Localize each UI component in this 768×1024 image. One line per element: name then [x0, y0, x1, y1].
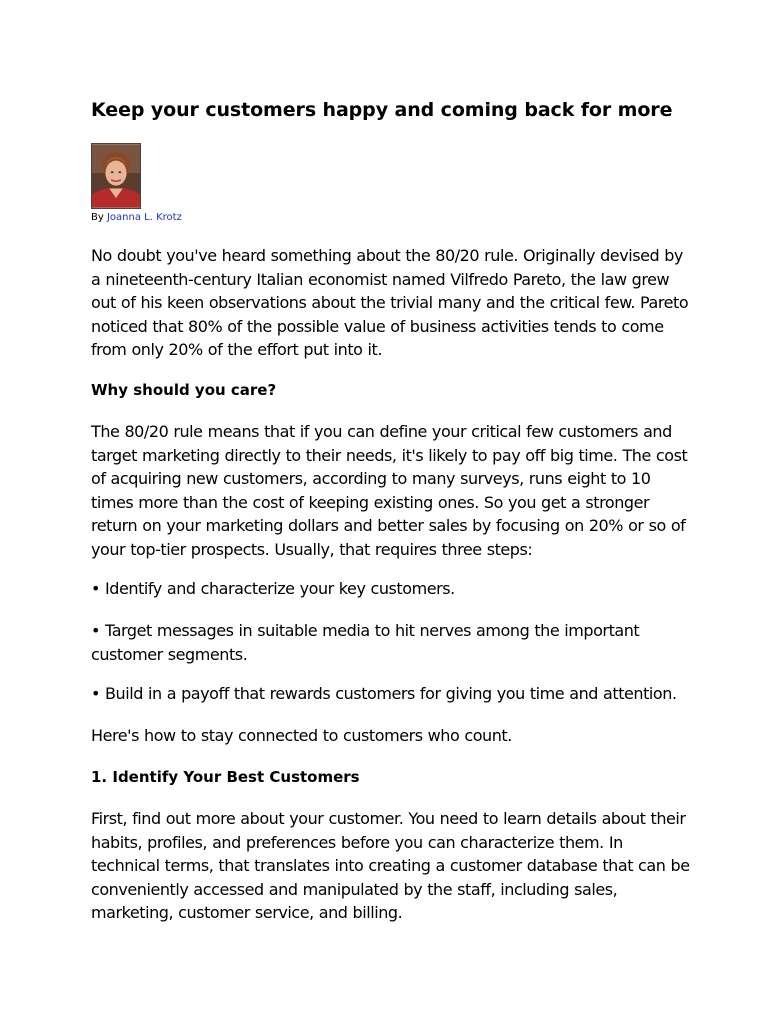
author-portrait-icon — [92, 144, 140, 208]
article-title: Keep your customers happy and coming back for more — [91, 99, 673, 121]
connect-paragraph: Here's how to stay connected to customers who count. — [91, 726, 512, 745]
byline — [91, 211, 182, 225]
bullet-item-1: • Identify and characterize your key customers. — [91, 579, 455, 598]
heading-why-care: Why should you care? — [91, 381, 277, 399]
why-body-paragraph: The 80/20 rule means that if you can define your critical few customers and target marketing directly to their needs, it's likely to pay off big time. The cost of acquiring new customers, according to many surveys, runs eight to 10 times more than the cost of keeping existing ones. So you get a stronger return on your marketing dollars and better sales by focusing on 20% or so of your top-tier prospects. Usually, that requires three steps: — [91, 422, 688, 559]
author-photo — [91, 143, 141, 209]
intro-paragraph: No doubt you've heard something about the 80/20 rule. Originally devised by a nineteenth-century Italian economist named Vilfredo Pareto, the law grew out of his keen observations about the trivial many and the critical few. Pareto noticed that 80% of the possible value of business activities tends to come from only 20% of the effort put into it. — [91, 246, 689, 360]
byline-prefix: By — [91, 212, 104, 223]
bullet-item-3: • Build in a payoff that rewards customers for giving you time and attention. — [91, 684, 677, 703]
step1-body-paragraph: First, find out more about your customer. You need to learn details about their habits, profiles, and preferences before you can characterize them. In technical terms, that translates into creating a customer database that can be conveniently accessed and manipulated by the staff, including sales, marketing, customer service, and billing. — [91, 809, 690, 923]
author-link[interactable]: Joanna L. Krotz — [106, 212, 182, 223]
heading-identify-customers: 1. Identify Your Best Customers — [91, 768, 360, 786]
bullet-item-2: • Target messages in suitable media to hit nerves among the important customer segments. — [91, 621, 640, 664]
